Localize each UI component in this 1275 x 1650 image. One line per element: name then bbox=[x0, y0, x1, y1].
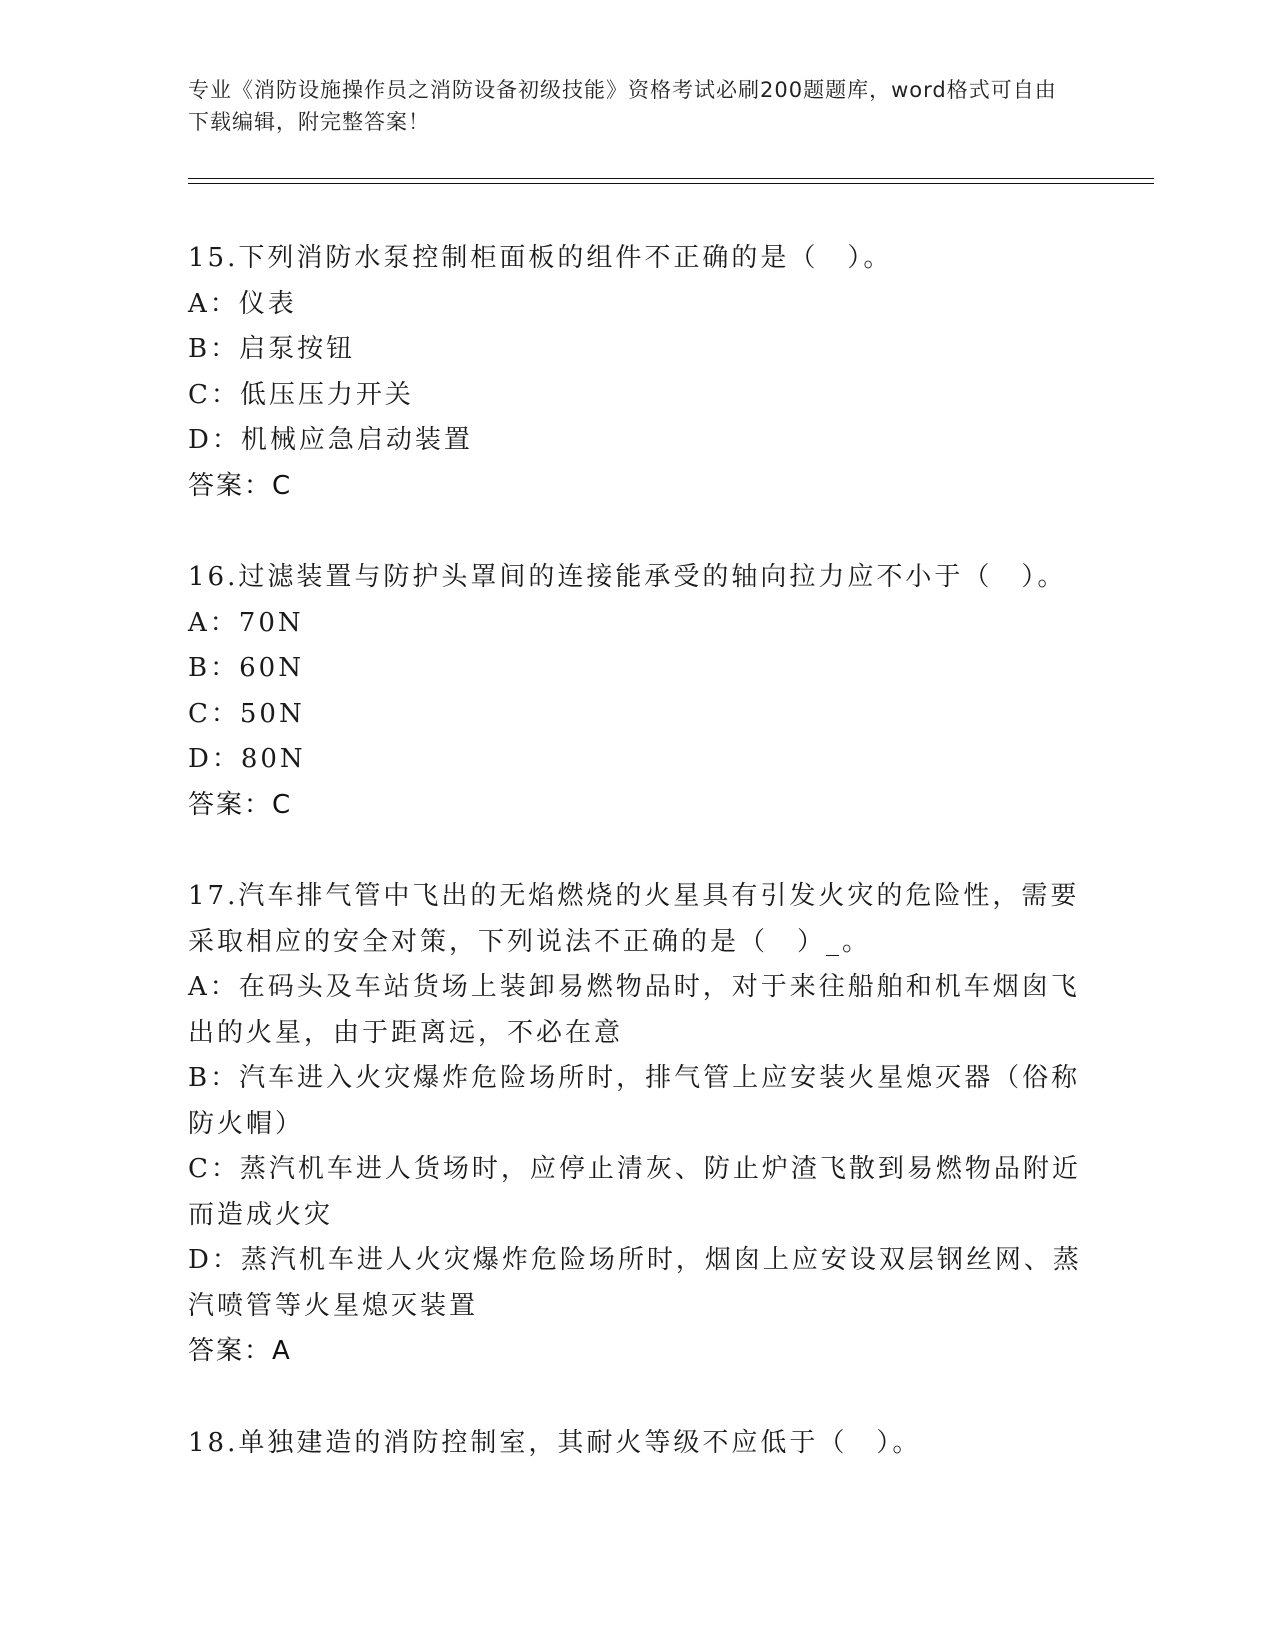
option-d: D：80N bbox=[188, 744, 306, 774]
question-list bbox=[188, 236, 1088, 1512]
option-c: C：50N bbox=[188, 698, 305, 729]
option-a: A：70N bbox=[188, 607, 304, 638]
option-a: A：在码头及车站货场上装卸易燃物品时，对于来往船舶和机车烟囱飞出的火星，由于距离远，不必在意 bbox=[188, 972, 1080, 1048]
question-16 bbox=[188, 555, 1088, 828]
option-b: B：启泵按钮 bbox=[188, 334, 356, 364]
option-b: B：汽车进入火灾爆炸危险场所时，排气管上应安装火星熄灭器（俗称防火帽） bbox=[188, 1063, 1081, 1139]
header-rule-bottom bbox=[188, 183, 1154, 184]
option-d: D：机械应急启动装置 bbox=[188, 425, 473, 455]
answer-label: 答案：A bbox=[188, 1336, 292, 1366]
question-stem: 15.下列消防水泵控制柜面板的组件不正确的是（ ）。 bbox=[188, 243, 893, 273]
question-17 bbox=[188, 874, 1088, 1375]
option-c: C：蒸汽机车进人货场时，应停止清灰、防止炉渣飞散到易燃物品附近而造成火灾 bbox=[188, 1154, 1081, 1230]
question-stem: 17.汽车排气管中飞出的无焰燃烧的火星具有引发火灾的危险性，需要采取相应的安全对策，下列说法不正确的是（ ）_。 bbox=[188, 881, 1080, 957]
header-rule-top bbox=[188, 178, 1154, 179]
question-stem: 18.单独建造的消防控制室，其耐火等级不应低于（ ）。 bbox=[188, 1427, 922, 1458]
question-15 bbox=[188, 236, 1088, 509]
answer-label: 答案：C bbox=[188, 470, 293, 501]
option-b: B：60N bbox=[188, 653, 304, 683]
question-18 bbox=[188, 1421, 1088, 1467]
option-a: A：仪表 bbox=[188, 288, 297, 319]
answer-label: 答案：C bbox=[188, 789, 293, 820]
document-header: 专业《消防设施操作员之消防设备初级技能》资格考试必刷200题题库，word格式可自由下载编辑，附完整答案！ bbox=[188, 78, 1057, 134]
option-d: D：蒸汽机车进人火灾爆炸危险场所时，烟囱上应安设双层钢丝网、蒸汽喷管等火星熄灭装置 bbox=[188, 1245, 1082, 1321]
option-c: C：低压压力开关 bbox=[188, 379, 414, 410]
question-stem: 16.过滤装置与防护头罩间的连接能承受的轴向拉力应不小于（ ）。 bbox=[188, 562, 1067, 592]
